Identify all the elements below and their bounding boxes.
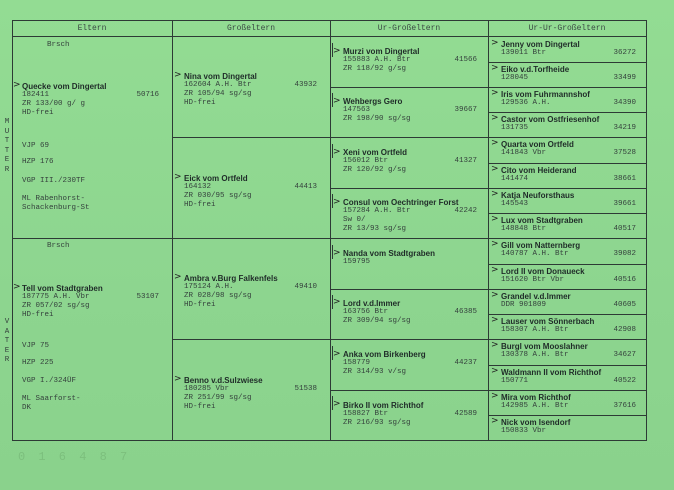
great-grandparent-points: 46385	[454, 308, 477, 316]
grid-line	[488, 112, 646, 113]
great-grandparent-points: 44237	[454, 359, 477, 367]
great-great-grandparent-points: 34627	[613, 351, 636, 359]
great-grandparent-reg: 147563	[343, 106, 371, 114]
faded-stamp: 0 1 6 4 8 7	[18, 450, 131, 464]
arrow-icon: >	[174, 374, 182, 384]
arrow-icon: >	[491, 88, 499, 98]
arrow-icon: >	[333, 96, 341, 106]
arrow-icon: >	[333, 248, 341, 258]
great-great-grandparent-points: 38661	[613, 175, 636, 183]
great-grandparent-name: Murzi vom Dingertal	[343, 47, 420, 56]
grandparent-reg: 162604 A.H. Btr	[184, 81, 252, 89]
dam-exam-2: HZP 176	[22, 158, 54, 166]
side-letter: R	[4, 356, 10, 364]
great-grandparent-reg: 157284 A.H. Btr	[343, 207, 411, 215]
side-letter: A	[4, 327, 10, 336]
great-great-grandparent-points: 40605	[613, 301, 636, 309]
great-great-grandparent-name: Burgl vom Mooslahner	[501, 342, 588, 351]
great-grandparent-name: Consul vom Oechtringer Forst	[343, 198, 459, 207]
great-great-grandparent-reg: 141843 Vbr	[501, 149, 547, 157]
grandparent-points: 51538	[294, 385, 317, 393]
arrow-icon: >	[333, 147, 341, 157]
great-great-grandparent-reg: 150833 Vbr	[501, 427, 547, 435]
dam-exam-1: VJP 69	[22, 142, 50, 150]
grid-line	[12, 440, 646, 441]
arrow-icon: >	[491, 63, 499, 73]
great-grandparent-zr: ZR 120/92 g/sg	[343, 166, 407, 174]
great-great-grandparent-points: 37616	[613, 402, 636, 410]
great-great-grandparent-points: 40516	[613, 276, 636, 284]
grid-line	[172, 137, 646, 138]
sire-exam-2: HZP 225	[22, 359, 54, 367]
arrow-icon: >	[333, 349, 341, 359]
great-grandparent-reg: 158827 Btr	[343, 410, 389, 418]
great-grandparent-reg: 163756 Btr	[343, 308, 389, 316]
grid-line	[488, 415, 646, 416]
great-great-grandparent-points: 37528	[613, 149, 636, 157]
arrow-icon: >	[491, 391, 499, 401]
grid-line	[488, 213, 646, 214]
great-great-grandparent-reg: 140787 A.H. Btr	[501, 250, 569, 258]
arrow-icon: >	[491, 113, 499, 123]
great-great-grandparent-reg: 128045	[501, 74, 529, 82]
sire-exam-1: VJP 75	[22, 342, 50, 350]
great-great-grandparent-name: Grandel v.d.Immer	[501, 292, 571, 301]
grandparent-hd: HD-frei	[184, 201, 216, 209]
side-letter: V	[4, 318, 10, 326]
grid-line	[12, 20, 646, 21]
dam-name: Quecke vom Dingertal	[22, 82, 107, 91]
great-great-grandparent-reg: 148848 Btr	[501, 225, 547, 233]
great-great-grandparent-name: Iris vom Fuhrmannshof	[501, 90, 590, 99]
grandparent-name: Eick vom Ortfeld	[184, 174, 248, 183]
sire-label: Brsch	[47, 242, 70, 250]
side-letter: R	[4, 165, 10, 174]
great-grandparent-zr: ZR 118/92 g/sg	[343, 65, 407, 73]
great-great-grandparent-name: Lux vom Stadtgraben	[501, 216, 583, 225]
great-great-grandparent-reg: 141474	[501, 175, 529, 183]
great-great-grandparent-points: 39082	[613, 250, 636, 258]
grandparent-points: 49410	[294, 283, 317, 291]
sire-points: 53107	[136, 293, 159, 301]
arrow-icon: >	[491, 416, 499, 426]
great-great-grandparent-reg: DDR 901809	[501, 301, 547, 309]
great-great-grandparent-name: Jenny vom Dingertal	[501, 40, 580, 49]
great-great-grandparent-name: Mira vom Richthof	[501, 393, 571, 402]
arrow-icon: >	[333, 46, 341, 56]
great-grandparent-reg: 155883 A.H. Btr	[343, 56, 411, 64]
great-grandparent-name: Xeni vom Ortfeld	[343, 148, 408, 157]
header-grandparents: Großeltern	[226, 24, 275, 33]
dam-label: Brsch	[47, 41, 70, 49]
great-great-grandparent-name: Lord II vom Donaueck	[501, 267, 585, 276]
great-grandparent-zr: ZR 314/93 v/sg	[343, 368, 407, 376]
dam-zr: ZR 133/00 g/ g	[22, 100, 86, 108]
dam-points: 50716	[136, 91, 159, 99]
great-great-grandparent-name: Quarta vom Ortfeld	[501, 140, 574, 149]
grid-line	[330, 390, 646, 391]
great-grandparent-zr: ZR 216/93 sg/sg	[343, 419, 411, 427]
grid-line	[330, 188, 646, 189]
great-great-grandparent-reg: 150771	[501, 377, 529, 385]
great-grandparent-reg: 159795	[343, 258, 371, 266]
grandparent-zr: ZR 251/99 sg/sg	[184, 394, 252, 402]
side-letter: U	[4, 127, 10, 136]
arrow-icon: >	[174, 272, 182, 282]
arrow-icon: >	[491, 138, 499, 148]
side-letter: T	[4, 337, 10, 345]
grandparent-hd: HD-frei	[184, 99, 216, 107]
great-great-grandparent-points: 34390	[613, 99, 636, 107]
arrow-icon: >	[491, 315, 499, 325]
sire-zr: ZR 057/02 sg/sg	[22, 302, 90, 310]
side-letter: E	[4, 156, 10, 164]
great-great-grandparent-points: 33499	[613, 74, 636, 82]
great-great-grandparent-name: Nick vom Isendorf	[501, 418, 571, 427]
sire-name: Tell vom Stadtgraben	[22, 284, 103, 293]
grandparent-zr: ZR 030/95 sg/sg	[184, 192, 252, 200]
grandparent-reg: 164132	[184, 183, 212, 191]
grid-line	[488, 365, 646, 366]
side-letter: E	[4, 346, 10, 355]
grandparent-name: Benno v.d.Sulzwiese	[184, 376, 263, 385]
sire-reg: 187775 A.H. Vbr	[22, 293, 90, 301]
grid-line	[488, 20, 489, 440]
arrow-icon: >	[491, 340, 499, 350]
dam-exam-4: ML Rabenhorst-	[22, 195, 86, 203]
great-great-grandparent-name: Waldmann II vom Richthof	[501, 368, 602, 377]
great-grandparent-points: 42242	[454, 207, 477, 215]
grandparent-name: Ambra v.Burg Falkenfels	[184, 274, 278, 283]
great-grandparent-points: 42589	[454, 410, 477, 418]
great-great-grandparent-name: Cito vom Heiderand	[501, 166, 577, 175]
arrow-icon: >	[491, 38, 499, 48]
sire-exam-5: DK	[22, 404, 32, 412]
grandparent-name: Nina vom Dingertal	[184, 72, 257, 81]
dam-exam-3: VGP III./230TF	[22, 177, 86, 185]
great-grandparent-name: Lord v.d.Immer	[343, 299, 401, 308]
great-great-grandparent-reg: 158307 A.H. Btr	[501, 326, 569, 334]
great-great-grandparent-reg: 139011 Btr	[501, 49, 547, 57]
grandparent-hd: HD-frei	[184, 403, 216, 411]
great-great-grandparent-reg: 151620 Btr Vbr	[501, 276, 565, 284]
arrow-icon: >	[174, 172, 182, 182]
grid-line	[488, 314, 646, 315]
great-grandparent-zr: ZR 198/90 sg/sg	[343, 115, 411, 123]
great-grandparent-reg: 156012 Btr	[343, 157, 389, 165]
side-letter: M	[4, 118, 10, 126]
header-great-grandparents: Ur-Großeltern	[377, 24, 441, 33]
sire-exam-3: VGP I./324ÜF	[22, 377, 77, 385]
great-great-grandparent-points: 40522	[613, 377, 636, 385]
great-great-grandparent-reg: 130378 A.H. Btr	[501, 351, 569, 359]
great-great-grandparent-reg: 145543	[501, 200, 529, 208]
side-letter: T	[4, 146, 10, 155]
grid-line	[330, 289, 646, 290]
great-great-grandparent-name: Katja Neuforsthaus	[501, 191, 575, 200]
great-grandparent-points: 41327	[454, 157, 477, 165]
great-grandparent-reg: 158779	[343, 359, 371, 367]
arrow-icon: >	[13, 80, 21, 90]
great-great-grandparent-points: 34219	[613, 124, 636, 132]
great-great-grandparent-name: Gill vom Natternberg	[501, 241, 581, 250]
sire-hd: HD-frei	[22, 311, 54, 319]
great-grandparent-name: Wehbergs Gero	[343, 97, 403, 106]
sire-exam-4: ML Saarforst-	[22, 395, 81, 403]
great-grandparent-zr: ZR 309/94 sg/sg	[343, 317, 411, 325]
grid-line	[330, 87, 646, 88]
grandparent-points: 44413	[294, 183, 317, 191]
grid-line	[488, 62, 646, 63]
header-parents: Eltern	[77, 24, 107, 33]
grid-line	[646, 20, 647, 441]
arrow-icon: >	[491, 189, 499, 199]
arrow-icon: >	[491, 366, 499, 376]
great-great-grandparent-reg: 131735	[501, 124, 529, 132]
grid-line	[172, 20, 173, 440]
grandparent-reg: 175124 A.H.	[184, 283, 234, 291]
grandparent-zr: ZR 105/94 sg/sg	[184, 90, 252, 98]
dam-hd: HD-frei	[22, 109, 54, 117]
side-letter: T	[4, 137, 10, 145]
grandparent-reg: 180285 Vbr	[184, 385, 230, 393]
grandparent-zr: ZR 028/98 sg/sg	[184, 292, 252, 300]
grid-line	[172, 339, 646, 340]
arrow-icon: >	[333, 197, 341, 207]
great-great-grandparent-points: 36272	[613, 49, 636, 57]
arrow-icon: >	[491, 164, 499, 174]
great-grandparent-name: Nanda vom Stadtgraben	[343, 249, 436, 258]
side-label-father	[2, 318, 12, 366]
great-great-grandparent-points: 40517	[613, 225, 636, 233]
great-great-grandparent-name: Lauser vom Sönnerbach	[501, 317, 595, 326]
great-grandparent-points: 41566	[454, 56, 477, 64]
arrow-icon: >	[13, 282, 21, 292]
grid-line	[12, 238, 646, 239]
dam-reg: 182411	[22, 91, 50, 99]
great-grandparent-name: Birko II vom Richthof	[343, 401, 424, 410]
arrow-icon: >	[333, 399, 341, 409]
arrow-icon: >	[333, 297, 341, 307]
arrow-icon: >	[491, 290, 499, 300]
great-great-grandparent-reg: 142985 A.H. Btr	[501, 402, 569, 410]
header-great-great-grandparents: Ur-Ur-Großeltern	[528, 24, 606, 33]
dam-exam-5: Schackenburg-St	[22, 204, 90, 212]
great-grandparent-zr: ZR 13/93 sg/sg	[343, 225, 407, 233]
grid-line	[12, 36, 646, 37]
arrow-icon: >	[174, 70, 182, 80]
great-grandparent-name: Anka vom Birkenberg	[343, 350, 426, 359]
side-label-mother	[2, 118, 12, 175]
great-grandparent-sw: Sw 0/	[343, 216, 366, 224]
great-great-grandparent-points: 42908	[613, 326, 636, 334]
great-great-grandparent-name: Castor vom Ostfriesenhof	[501, 115, 600, 124]
great-great-grandparent-points: 39661	[613, 200, 636, 208]
great-grandparent-points: 39667	[454, 106, 477, 114]
great-great-grandparent-name: Eiko v.d.Torfheide	[501, 65, 570, 74]
grid-line	[330, 20, 331, 440]
arrow-icon: >	[491, 214, 499, 224]
grandparent-points: 43932	[294, 81, 317, 89]
arrow-icon: >	[491, 265, 499, 275]
grandparent-hd: HD-frei	[184, 301, 216, 309]
grid-line	[488, 163, 646, 164]
arrow-icon: >	[491, 239, 499, 249]
great-great-grandparent-reg: 129536 A.H.	[501, 99, 551, 107]
grid-line	[488, 264, 646, 265]
